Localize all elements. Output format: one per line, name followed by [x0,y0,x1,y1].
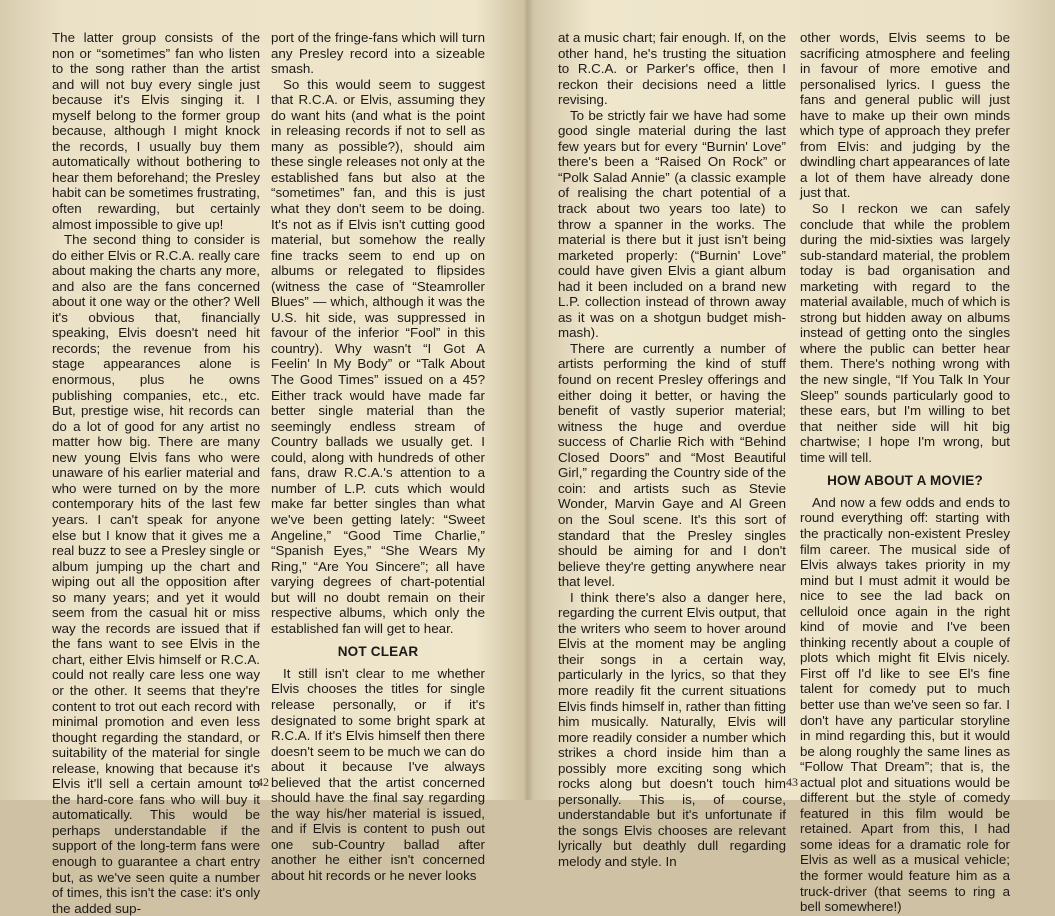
page-42-column-1 [52,30,260,916]
paragraph: at a music chart; fair enough. If, on the other hand, he's trusting the situation to R.C.A. or Parker's office, then I reckon their decisions need a little revising. [558,30,786,108]
paragraph: The second thing to consider is do either Elvis or R.C.A. really care about making the charts any more, and also are the fans concerned about it one way or the other? Well it's obvious that, financially speaking, Elvis doesn't need hit records; the revenue from his stage appearances alone is enormous, plus he owns publishing companies, etc., etc. But, prestige wise, hit records can do a lot of good for any artist no matter how big. There are many new young Elvis fans who were unaware of his earlier material and who were turned on by the more contemporary hits of the last few years. I can't speak for anyone else but I know that it gives me a real buzz to see a Presley single or album jumping up the chart and wiping out all the opposition after so many years; and yet it would seem from the casual hit or miss way the records are issued that if the fans want to see Elvis in the chart, either Elvis himself or R.C.A. could not really care less one way or the other. It seems that they're content to trot out each record with minimal promotion and even less thought regarding the standard, or suitability of the material for single release, knowing that because it's Elvis it'll sell a certain amount to the hard-core fans who will buy it automatically. This would be perhaps understandable if the support of the long-term fans were enough to guarantee a chart entry but, as we've seen quite a number of times, this isn't the case: it's only the added sup- [52,232,260,916]
paragraph: The latter group consists of the non or “sometimes” fan who listen to the song rather than the artist and will not buy every single just because it's Elvis singing it. I myself belong to the former group because, although I might knock the records, I usually buy them automatically without bothering to hear them beforehand; the Presley habit can be sometimes frustrating, often rewarding, but certainly almost impossible to give up! [52,30,260,232]
page-number-right: 43 [786,775,798,789]
section-heading-how-about-a-movie: HOW ABOUT A MOVIE? [827,473,983,489]
paragraph: So this would seem to suggest that R.C.A. or Elvis, assuming they do want hits (and what is the point in releasing records if not to sell as many as possible?), should aim these single releases not only at the established fans but also at the “sometimes” fan, and this is just what they don't seem to be doing. It's not as if Elvis isn't cutting good material, but somehow the really fine tracks seem to end up on albums or relegated to flipsides (witness the case of “Steamroller Blues” — which, although it was the U.S. hit side, was suppressed in favour of the inferior “Fool” in this country). Why wasn't “I Got A Feelin' In My Body” or “Talk About The Good Times” issued on a 45? Either track would have made far better single material than the seemingly endless stream of Country ballads we usually get. I could, along with hundreds of other fans, draw R.C.A.'s attention to a number of L.P. cuts which would make far better singles than what we've been getting lately: “Sweet Angeline,” “Good Time Charlie,” “Spanish Eyes,” “She Wears My Ring,” “Are You Sincere”; all have varying degrees of chart-potential but will no doubt remain on their respective albums, which only the established fan will get to hear. [271,76,485,636]
page-43-column-1 [558,30,786,870]
paragraph: There are currently a number of artists performing the kind of stuff found on recent Presley offerings and either doing it better, or having the benefit of vastly superior material; witness the huge and overdue success of Charlie Rich with “Behind Closed Doors” and “Most Beautiful Girl,” regarding the Country side of the coin: and artists such as Stevie Wonder, Marvin Gaye and Al Green on the Soul scene. It's this sort of standard that the Presley singles should be aiming for and I don't believe they're getting anywhere near that level. [558,340,786,590]
page-43-column-2 [800,30,1010,915]
paragraph: port of the fringe-fans which will turn any Presley record into a sizeable smash. [271,30,485,77]
section-heading-not-clear: NOT CLEAR [337,644,419,660]
paragraph: And now a few odds and ends to round everything off: starting with the practically non-existent Presley film career. The musical side of Elvis always takes priority in my mind but I must admit it would be nice to see the lad back on celluloid once again in the right kind of movie and I've been thinking recently about a couple of plots which might fit Elvis nicely. First off I'd like to see El's fine talent for comedy put to much better use than we've seen so far. I don't have any particular storyline in mind regarding this, but it would be along roughly the same lines as “Follow That Dream”; that is, the actual plot and situations would be different but the style of comedy featured in this film would be retained. Apart from this, I had some ideas for a dramatic role for Elvis as well as a musical vehicle; the former would feature him as a truck-driver (that seems to ring a bell somewhere!) [800,494,1010,915]
paragraph: So I reckon we can safely conclude that while the problem during the mid-sixties was largely sub-standard material, the problem today is bad organisation and marketing with regard to the material available, much of which is strong but hidden away on albums instead of getting onto the singles where the public can better hear them. There's nothing wrong with the new single, “If You Talk In Your Sleep” sounds particularly good to these ears, but I'm willing to bet that neither side will hit big chartwise; I hope I'm wrong, but time will tell. [800,201,1010,465]
paragraph: It still isn't clear to me whether Elvis chooses the titles for single release personally, or if it's designated to some bright spark at R.C.A. If it's Elvis himself then there doesn't seem to be much we can do about it because I've always believed that the artist concerned should have the final say regarding the way his/her material is issued, and if Elvis is content to push out one sub-Country ballad after another he either isn't concerned about hit records or he never looks [271,665,485,883]
page-43 [528,0,1055,915]
paragraph: I think there's also a danger here, regarding the current Elvis output, that the writers who seem to hover around Elvis at the moment may be angling their songs in a certain way, particularly in the lyrics, so that they more readily fit the current situations Elvis finds himself in, rather than fitting him musically. Naturally, Elvis will more readily consider a number which strikes a chord inside him than a possibly more exciting song which rocks along but doesn't touch him personally. This is, of course, understandable but it's unfortunate if the songs Elvis chooses are relevant lyrically but deathly dull regarding melody and style. In [558,589,786,869]
paragraph: To be strictly fair we have had some good single material during the last few years but for every “Burnin' Love” there's been a “Raised On Rock” or “Polk Salad Annie” (a classic example of realising the chart potential of a track about two years too late) to throw a spanner in the works. The material is there but it just isn't being marketed properly: (“Burnin' Love” could have given Elvis a giant album had it been included on a brand new L.P. collection instead of thrown away as it was on a shotgun budget mish-mash). [558,107,786,341]
paragraph: other words, Elvis seems to be sacrificing atmosphere and feeling in favour of more emotive and personalised lyrics. I guess the fans and general public will just have to make up their own minds which type of approach they prefer from Elvis: and judging by the dwindling chart appearances of late a lot of them have already done just that. [800,30,1010,201]
page-42-column-2 [271,30,485,884]
page-42 [0,0,527,916]
page-number-left: 42 [257,775,269,789]
